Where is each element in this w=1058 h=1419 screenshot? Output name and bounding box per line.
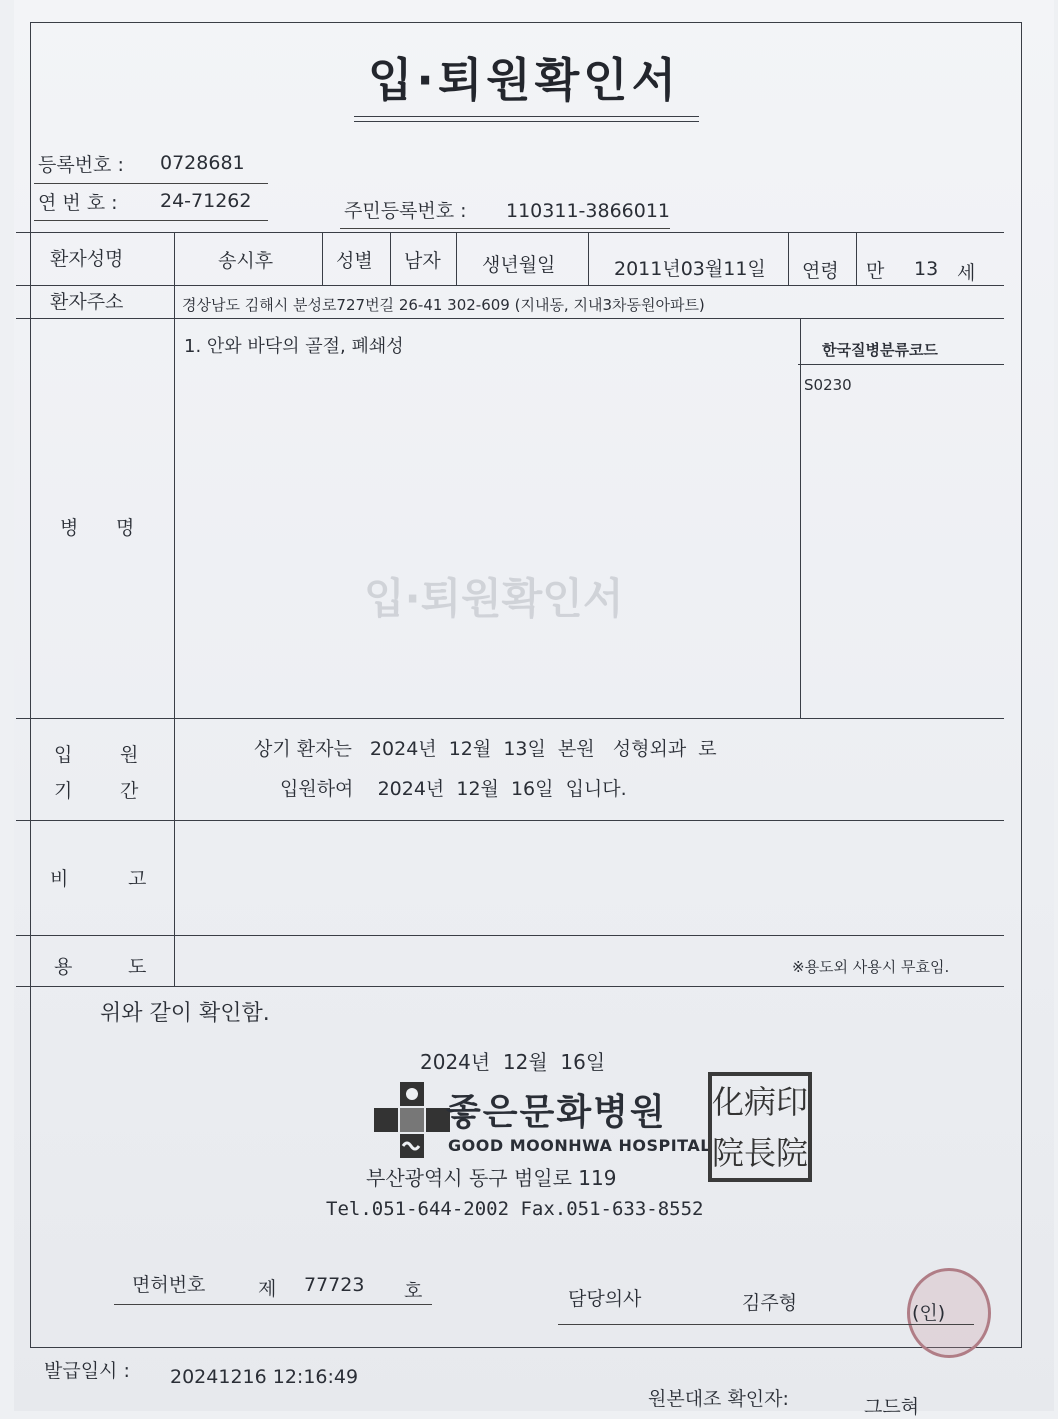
table-rule bbox=[16, 318, 1004, 319]
license-label: 면허번호 bbox=[132, 1274, 206, 1296]
table-divider bbox=[322, 232, 323, 285]
address-value: 경상남도 김해시 분성로727번길 26-41 302-609 (지내동, 지내3차동원아파트) bbox=[182, 296, 705, 314]
rrn-label: 주민등록번호 : bbox=[344, 200, 467, 222]
confirm-text: 위와 같이 확인함. bbox=[100, 1001, 270, 1026]
patient-name-value: 송시후 bbox=[218, 250, 274, 272]
bleed-through-title: 입·퇴원확인서 bbox=[364, 574, 624, 623]
license-rule bbox=[114, 1304, 432, 1305]
age-value: 13 bbox=[914, 258, 939, 280]
admission-line-2: 입원하여 2024년 12월 16일 입니다. bbox=[280, 778, 627, 800]
original-check-value: 그드혀 bbox=[864, 1396, 920, 1418]
sex-value: 남자 bbox=[404, 250, 441, 272]
purpose-label-1: 용 bbox=[54, 956, 73, 978]
title-underline bbox=[354, 116, 699, 117]
doctor-name: 김주형 bbox=[742, 1292, 798, 1314]
serial-rule bbox=[34, 220, 268, 221]
issued-value: 20241216 12:16:49 bbox=[170, 1366, 359, 1388]
license-suffix: 호 bbox=[404, 1280, 423, 1302]
doctor-stamp-text: (인) bbox=[912, 1302, 946, 1324]
hospital-seal-icon: 化 病 印 院 長 院 bbox=[708, 1072, 812, 1182]
admission-label-b: 원 bbox=[120, 744, 139, 766]
reg-no-value: 0728681 bbox=[160, 152, 245, 174]
doctor-rule bbox=[558, 1324, 974, 1325]
license-number: 77723 bbox=[304, 1274, 365, 1296]
hospital-name-ko: 좋은문화병원 bbox=[446, 1092, 667, 1133]
admission-label-c: 기 bbox=[54, 780, 73, 802]
admission-label-d: 간 bbox=[120, 780, 139, 802]
rrn-value: 110311-3866011 bbox=[506, 200, 671, 222]
license-prefix: 제 bbox=[258, 1278, 277, 1300]
sex-label: 성별 bbox=[336, 250, 373, 272]
table-divider bbox=[456, 232, 457, 285]
reg-no-label: 등록번호 : bbox=[38, 154, 124, 176]
table-rule bbox=[16, 820, 1004, 821]
admission-label-a: 입 bbox=[54, 744, 73, 766]
purpose-label-2: 도 bbox=[128, 956, 147, 978]
serial-label: 연 번 호 : bbox=[38, 192, 118, 214]
diagnosis-label-1: 병 bbox=[60, 517, 79, 539]
kcd-code: S0230 bbox=[804, 376, 852, 394]
dob-label: 생년월일 bbox=[482, 254, 556, 276]
address-label: 환자주소 bbox=[50, 291, 124, 313]
age-prefix: 만 bbox=[866, 260, 885, 282]
table-divider bbox=[588, 232, 589, 285]
table-divider bbox=[800, 318, 801, 718]
purpose-note: ※용도외 사용시 무효임. bbox=[792, 958, 950, 976]
admission-line-1: 상기 환자는 2024년 12월 13일 본원 성형외과 로 bbox=[254, 738, 717, 760]
doctor-label: 담당의사 bbox=[568, 1288, 642, 1310]
hospital-address: 부산광역시 동구 범일로 119 bbox=[366, 1166, 617, 1190]
title-underline-2 bbox=[354, 121, 699, 122]
issued-label: 발급일시 : bbox=[44, 1360, 130, 1382]
remarks-label-2: 고 bbox=[128, 868, 147, 890]
table-divider bbox=[174, 232, 175, 986]
hospital-name-en: GOOD MOONHWA HOSPITAL bbox=[448, 1136, 711, 1155]
dob-value: 2011년03월11일 bbox=[614, 258, 766, 280]
table-divider bbox=[390, 232, 391, 285]
table-rule bbox=[16, 718, 1004, 719]
table-rule bbox=[798, 364, 1004, 365]
reg-no-rule bbox=[34, 183, 268, 184]
table-rule bbox=[16, 935, 1004, 936]
diagnosis-item: 1. 안와 바닥의 골절, 폐쇄성 bbox=[184, 336, 404, 357]
remarks-label-1: 비 bbox=[50, 868, 69, 890]
original-check-label: 원본대조 확인자: bbox=[648, 1388, 789, 1410]
hospital-contact: Tel.051-644-2002 Fax.051-633-8552 bbox=[326, 1198, 704, 1220]
patient-name-label: 환자성명 bbox=[50, 248, 124, 270]
serial-value: 24-71262 bbox=[160, 190, 252, 212]
age-label: 연령 bbox=[802, 260, 839, 282]
kcd-header: 한국질병분류코드 bbox=[822, 341, 938, 359]
table-rule bbox=[16, 285, 1004, 286]
rrn-rule bbox=[340, 228, 670, 229]
table-divider bbox=[788, 232, 789, 285]
document-title: 입·퇴원확인서 bbox=[367, 53, 681, 107]
hospital-logo-icon bbox=[372, 1080, 452, 1160]
age-unit: 세 bbox=[957, 262, 976, 284]
table-rule bbox=[16, 986, 1004, 987]
document-paper bbox=[14, 0, 1054, 1418]
table-divider bbox=[856, 232, 857, 285]
diagnosis-label-2: 명 bbox=[116, 517, 135, 539]
issue-date: 2024년 12월 16일 bbox=[420, 1050, 606, 1074]
